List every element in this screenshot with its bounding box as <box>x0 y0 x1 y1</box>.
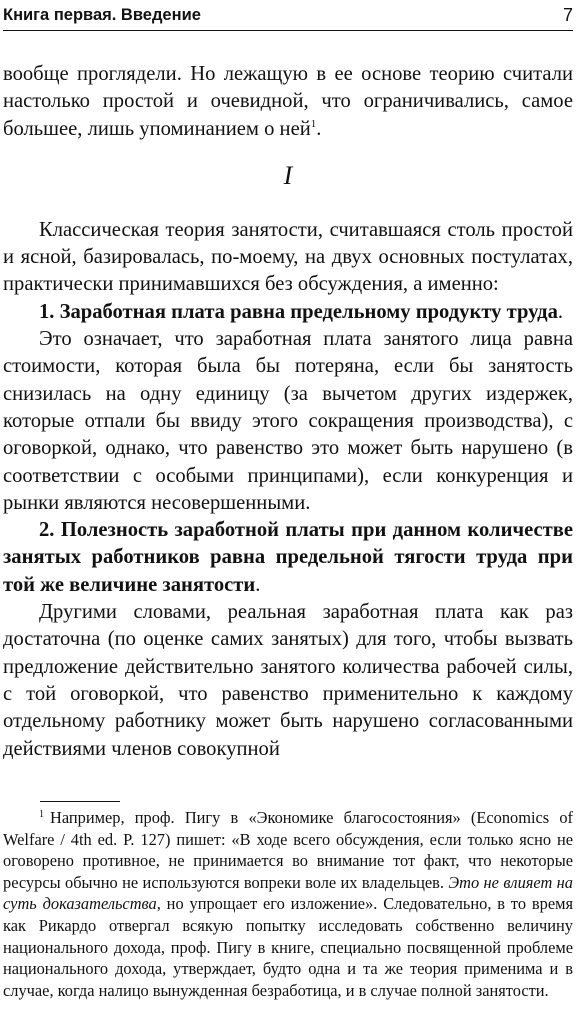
postulate-1-period: . <box>557 300 564 323</box>
footnote-divider <box>40 801 120 802</box>
page-number: 7 <box>562 5 573 25</box>
footnote-italic-quote: Это не влияет на суть доказательства <box>3 872 573 914</box>
postulate-2 <box>3 517 573 599</box>
paragraph-text-end: . <box>316 117 322 140</box>
postulate-2-period: . <box>255 573 261 596</box>
footnote-text-part-1: Например, проф. Пигу в «Экономике благосостояния» (Economics of Welfare / 4th ed. P. 127) пишет: «В ходе всего обсуждения, если только ясно не оговорено противное, не принимается во внимание тот факт, что некоторые ресурсы обычно не используются вопреки воле их владельцев. <box>3 808 573 892</box>
paragraph-postulate-1-explanation: Это означает, что заработная плата занятого лица равна стоимости, которая была бы потеряна, если бы занятость снизилась на одну единицу (за вычетом других издержек, которые отпали бы ввиду этого сокращения производства), с оговоркой, однако, что равенство это может быть нарушено (в соответствии с особыми принципами), если конкуренция и рынки являются несовершенными. <box>3 328 573 514</box>
footnote-reference[interactable]: 1 <box>310 117 317 130</box>
postulate-1 <box>3 299 573 326</box>
footnote-text <box>3 807 573 1001</box>
paragraph-continuation <box>3 61 573 143</box>
paragraph-intro: Классическая теория занятости, считавшаяся столь простой и ясной, базировалась, по-моему, на двух основных постулатах, практически принимавшихся без обсуждения, а именно: <box>3 218 573 296</box>
postulate-2-heading: 2. Полезность заработной платы при данном количестве занятых работников равна предельной тягости труда при той же величине занятости <box>3 519 573 596</box>
main-text <box>3 61 573 763</box>
paragraph-text: вообще проглядели. Но лежащую в ее основе теорию считали настолько простой и очевидной, что ограничивались, самое большее, лишь упоминанием о ней <box>3 63 573 140</box>
footnote-marker: 1 <box>39 808 44 820</box>
footnote <box>3 807 573 1001</box>
running-title: Книга первая. Введение <box>3 6 201 24</box>
paragraph-postulate-2-explanation: Другими словами, реальная заработная плата как раз достаточна (по оценке самих занятых) для того, чтобы вызвать предложение действительно занятого количества рабочей силы, с той оговоркой, что равенство применительно к каждому отдельному работнику может быть нарушено согласованными действиями членов совокупной <box>3 601 573 760</box>
postulate-1-heading: 1. Заработная плата равна предельному продукту труда <box>39 300 558 323</box>
footnote-text-part-2: , но упрощает его изложение». Следовательно, в то время как Рикардо отвергал всякую попытку исследовать собственно величину национального дохода, проф. Пигу в книге, специально посвященной проблеме национального дохода, утверждает, будто одна и та же теория применима и в случае, когда налицо вынужденная безработица, и в случае полной занятости. <box>3 894 573 1000</box>
running-header <box>3 4 573 31</box>
chapter-number: I <box>283 160 293 190</box>
